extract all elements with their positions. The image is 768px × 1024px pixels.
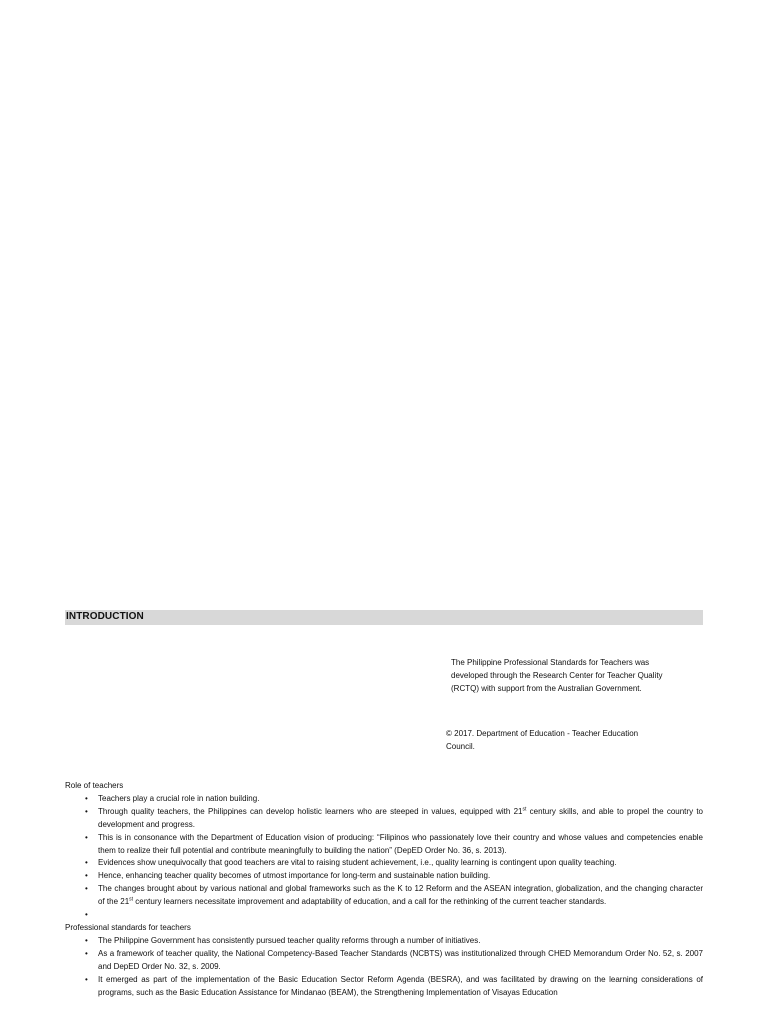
- section-title: INTRODUCTION: [66, 611, 144, 622]
- credit-line: (RCTQ) with support from the Australian Government.: [451, 684, 642, 693]
- list-item-empty: [65, 909, 703, 922]
- credit-line: The Philippine Professional Standards for Teachers was: [451, 658, 650, 667]
- list-item: • This is in consonance with the Department of Education vision of producing: “Filipinos who passionately love their country and whose values and competencies enable them to realize their full potential and contribute meaningfully to building the nation” (DepED Order No. 36, s. 2013).: [65, 832, 703, 858]
- list-item: • As a framework of teacher quality, the National Competency-Based Teacher Standards (NCBTS) was institutionalized through CHED Memorandum Order No. 52, s. 2007 and DepED Order No. 32, s. 2009.: [65, 948, 703, 974]
- list-item: • Hence, enhancing teacher quality becomes of utmost importance for long-term and sustainable nation building.: [65, 870, 703, 883]
- superscript: st: [129, 896, 134, 903]
- credit-line: developed through the Research Center for Teacher Quality: [451, 671, 663, 680]
- role-list: [65, 793, 703, 922]
- list-item: [65, 883, 703, 909]
- list-item-text: century learners necessitate improvement and adaptability of education, and a call for the rethinking of the current teacher standards.: [133, 897, 607, 907]
- list-item: • The Philippine Government has consistently pursued teacher quality reforms through a number of initiatives.: [65, 935, 703, 948]
- list-item-text: century skills, and able to propel the country to development and progress.: [98, 806, 704, 829]
- list-item-text: Through quality teachers, the Philippines can develop holistic learners who are steeped in values, equipped with 21: [98, 806, 523, 816]
- document-body: [65, 780, 703, 1000]
- list-item-text: The changes brought about by various national and global frameworks such as the K to 12 Reform and the ASEAN integration, globalization, and the changing character of the 21: [98, 884, 703, 907]
- role-heading: Role of teachers: [65, 781, 124, 790]
- professional-heading: Professional standards for teachers: [65, 923, 191, 933]
- credit-block: [451, 656, 711, 695]
- list-item: • It emerged as part of the implementation of the Basic Education Sector Reform Agenda (BESRA), and was facilitated by drawing on the learning considerations of programs, such as the Basic Education Assistance for Mindanao (BEAM), the Strengthening Implementation of Visayas Education: [65, 974, 703, 1000]
- list-item: [65, 806, 703, 832]
- copyright-line: © 2017. Department of Education - Teacher Education: [446, 729, 639, 738]
- copyright-line: Council.: [446, 742, 475, 751]
- section-header-bar: [65, 610, 703, 625]
- list-item: • Evidences show unequivocally that good teachers are vital to raising student achievement, i.e., quality learning is contingent upon quality teaching.: [65, 857, 703, 870]
- superscript: st: [522, 806, 527, 813]
- professional-list: [65, 935, 703, 1000]
- copyright-block: [446, 727, 706, 753]
- list-item: • Teachers play a crucial role in nation building.: [65, 793, 703, 806]
